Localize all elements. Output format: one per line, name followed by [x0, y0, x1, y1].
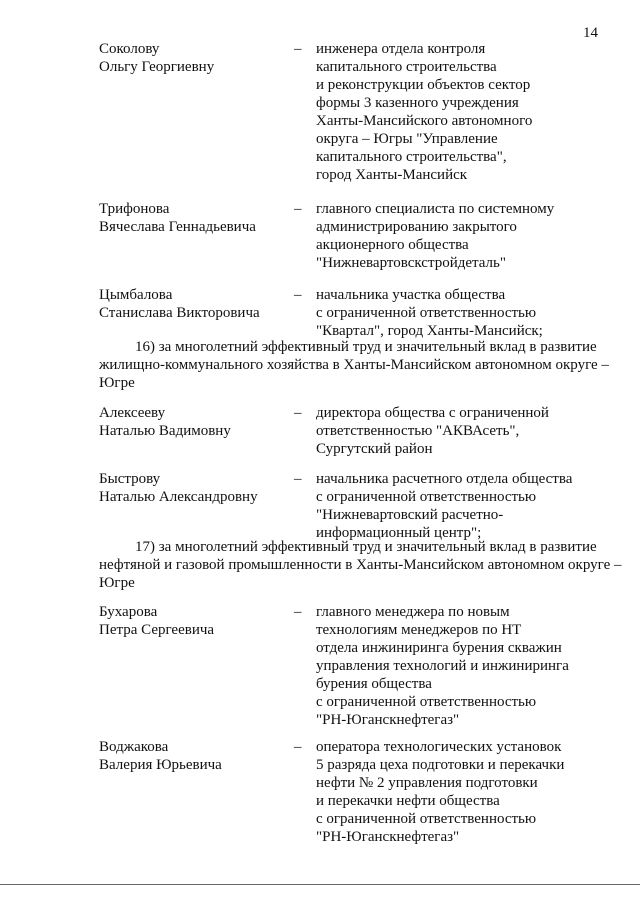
person-name — [99, 200, 289, 236]
paragraph-line: нефтяной и газовой промышленности в Ханты-Мансийском автономном округе – — [99, 557, 622, 573]
position-line: капитального строительства", — [316, 149, 507, 165]
person-position — [316, 40, 606, 184]
position-line: акционерного общества — [316, 237, 469, 253]
person-position — [316, 404, 606, 458]
name-line: Цымбалова — [99, 287, 173, 303]
position-line: и реконструкции объектов сектор — [316, 77, 531, 93]
name-line: Бухарова — [99, 604, 158, 620]
name-line: Алексееву — [99, 405, 166, 421]
position-line: технологиям менеджеров по НТ — [316, 622, 522, 638]
dash-separator: – — [294, 287, 302, 303]
position-line: нефти № 2 управления подготовки — [316, 775, 538, 791]
person-name — [99, 603, 289, 639]
name-line: Быстрову — [99, 471, 161, 487]
dash-separator: – — [294, 201, 302, 217]
position-line: Сургутский район — [316, 441, 433, 457]
paragraph-line: 16) за многолетний эффективный труд и значительный вклад в развитие — [135, 339, 597, 355]
position-line: бурения общества — [316, 676, 432, 692]
position-line: "Нижневартовскстройдеталь" — [316, 255, 506, 271]
position-line: управления технологий и инжиниринга — [316, 658, 569, 674]
position-line: начальника расчетного отдела общества — [316, 471, 573, 487]
dash-separator: – — [294, 471, 302, 487]
name-line: Ольгу Георгиевну — [99, 59, 215, 75]
dash-separator: – — [294, 604, 302, 620]
position-line: округа – Югры "Управление — [316, 131, 498, 147]
paragraph-line: Югре — [99, 575, 135, 591]
position-line: инженера отдела контроля — [316, 41, 486, 57]
person-name — [99, 404, 289, 440]
person-name — [99, 470, 289, 506]
position-line: отдела инжиниринга бурения скважин — [316, 640, 562, 656]
position-line: с ограниченной ответственностью — [316, 305, 537, 321]
position-line: и перекачки нефти общества — [316, 793, 500, 809]
position-line: начальника участка общества — [316, 287, 506, 303]
name-line: Наталью Александровну — [99, 489, 258, 505]
name-line: Соколову — [99, 41, 160, 57]
position-line: с ограниченной ответственностью — [316, 489, 537, 505]
position-line: информационный центр"; — [316, 525, 482, 541]
position-line: город Ханты-Мансийск — [316, 167, 468, 183]
position-line: Ханты-Мансийского автономного — [316, 113, 533, 129]
position-line: с ограниченной ответственностью — [316, 811, 537, 827]
position-line: с ограниченной ответственностью — [316, 694, 537, 710]
dash-separator: – — [294, 41, 302, 57]
position-line: 5 разряда цеха подготовки и перекачки — [316, 757, 565, 773]
dash-separator: – — [294, 739, 302, 755]
position-line: "Нижневартовский расчетно- — [316, 507, 504, 523]
award-category-paragraph — [99, 538, 622, 592]
position-line: "Квартал", город Ханты-Мансийск; — [316, 323, 543, 339]
person-position — [316, 200, 606, 272]
position-line: оператора технологических установок — [316, 739, 562, 755]
dash-separator: – — [294, 405, 302, 421]
name-line: Станислава Викторовича — [99, 305, 260, 321]
name-line: Вячеслава Геннадьевича — [99, 219, 256, 235]
person-position — [316, 286, 606, 340]
paragraph-line: Югре — [99, 375, 135, 391]
position-line: "РН-Юганскнефтегаз" — [316, 712, 460, 728]
paragraph-line: 17) за многолетний эффективный труд и значительный вклад в развитие — [135, 539, 597, 555]
position-line: главного специалиста по системному — [316, 201, 555, 217]
person-position — [316, 738, 606, 846]
name-line: Воджакова — [99, 739, 169, 755]
position-line: капитального строительства — [316, 59, 497, 75]
position-line: ответственностью "АКВАсеть", — [316, 423, 520, 439]
name-line: Петра Сергеевича — [99, 622, 215, 638]
person-position — [316, 470, 606, 542]
name-line: Трифонова — [99, 201, 170, 217]
name-line: Валерия Юрьевича — [99, 757, 222, 773]
paragraph-line: жилищно-коммунального хозяйства в Ханты-Мансийском автономном округе – — [99, 357, 609, 373]
position-line: формы 3 казенного учреждения — [316, 95, 519, 111]
person-name — [99, 738, 289, 774]
position-line: "РН-Юганскнефтегаз" — [316, 829, 460, 845]
position-line: администрированию закрытого — [316, 219, 517, 235]
person-name — [99, 286, 289, 322]
award-category-paragraph — [99, 338, 609, 392]
person-position — [316, 603, 606, 729]
position-line: директора общества с ограниченной — [316, 405, 549, 421]
name-line: Наталью Вадимовну — [99, 423, 231, 439]
position-line: главного менеджера по новым — [316, 604, 510, 620]
person-name — [99, 40, 289, 76]
page-number: 14 — [583, 25, 598, 41]
footer-rule — [0, 884, 640, 885]
